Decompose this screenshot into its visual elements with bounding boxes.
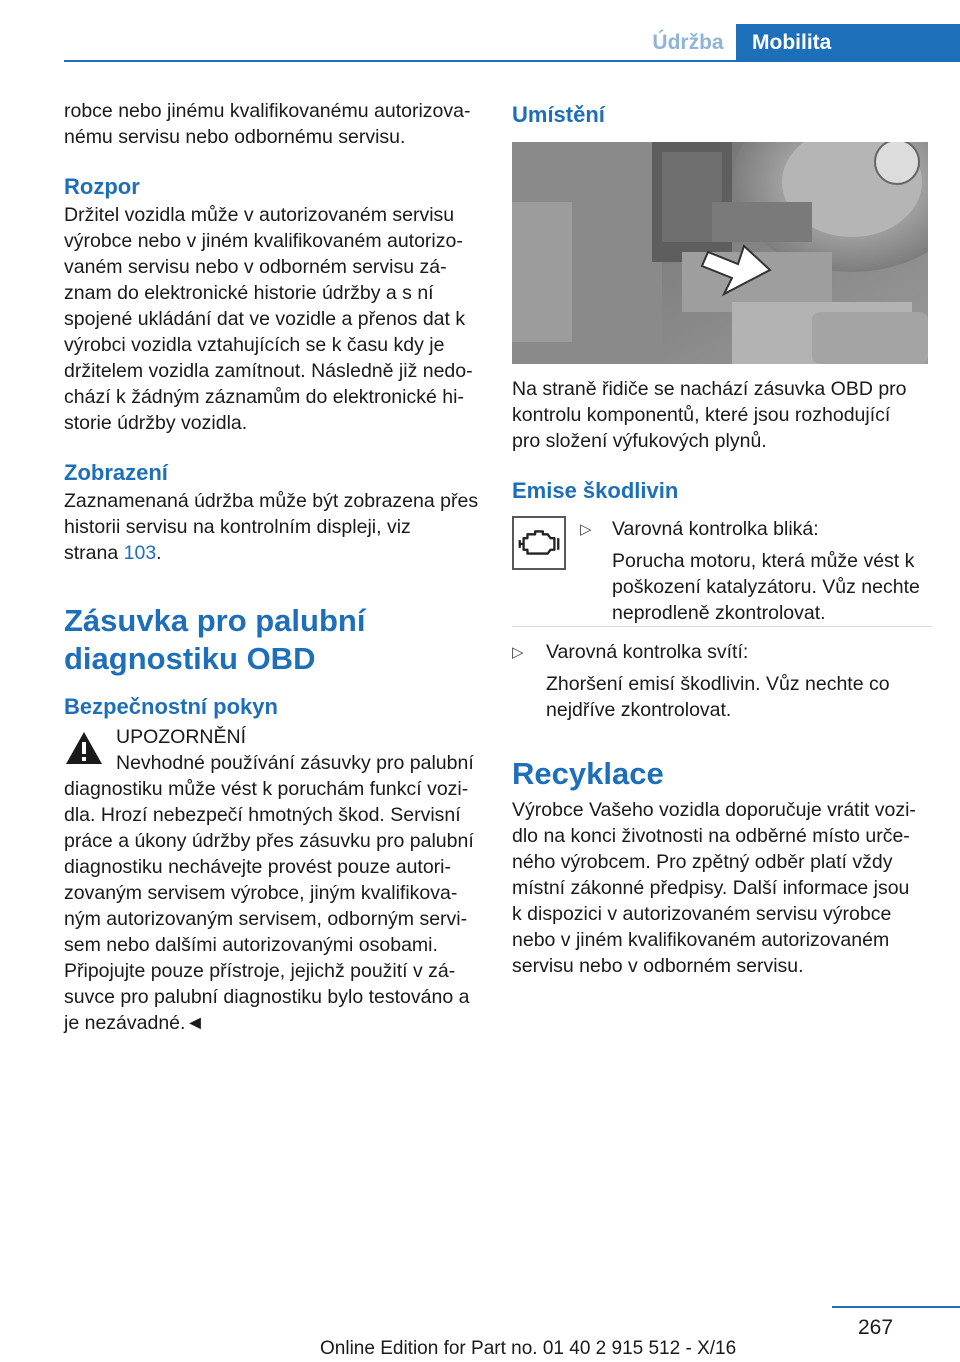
rozpor-line: spojené ukládání dat ve vozidle a přenos dat k [64,308,466,330]
warning-line: dla. Hrozí nebezpečí hmotných škod. Servisní [64,804,461,826]
tab-mobilita[interactable]: Mobilita [736,24,960,62]
recyklace-heading: Recyklace [512,756,664,791]
bullet1-line: Porucha motoru, která může vést k [612,550,915,572]
intro-line-2: nému servisu nebo odbornému servisu. [64,126,406,148]
left-column [64,98,480,1036]
edition-text: Online Edition for Part no. 01 40 2 915 512 - X/16 [320,1338,737,1359]
warning-line: diagnostiku může vést k poruchám funkcí vozi- [64,778,469,800]
warning-block [64,722,480,1036]
umisteni-line: kontrolu komponentů, které jsou rozhodující [512,404,891,426]
zobrazeni-prefix: strana [64,542,119,564]
bullet-triangle-icon: ▷ [512,644,524,661]
bullet1-line: neprodleně zkontrolovat. [612,602,826,624]
rozpor-text [64,202,480,436]
zobrazeni-line [64,540,480,566]
rozpor-line: výrobce nebo v jiném kvalifikovaném autorizo- [64,230,463,252]
obd-title-line-1: Zásuvka pro palubní [64,603,366,638]
bullet2-title: Varovná kontrolka svítí: [546,641,749,663]
page-number: 267 [858,1316,894,1339]
rozpor-line: vaném servisu nebo v odborném servisu zá- [64,256,447,278]
rozpor-line: znam do elektronické historie údržby a s ní [64,282,434,304]
bullet1-title: Varovná kontrolka bliká: [612,518,819,540]
recyklace-line: nebo v jiném kvalifikovaném autorizovaném [512,929,890,951]
recyklace-line: dlo na konci životnosti na odběrné místo urče- [512,825,910,847]
recyklace-line: servisu nebo v odborném servisu. [512,955,804,977]
zobrazeni-suffix: . [156,542,162,564]
warning-label: UPOZORNĚNÍ [116,726,247,748]
recyklace-line: Výrobce Vašeho vozidla doporučuje vrátit vozi- [512,799,916,821]
warning-line: diagnostiku nechávejte provést pouze autori- [64,856,451,878]
tab-udrzba[interactable]: Údržba [652,31,724,54]
warning-first-line: Nevhodné používání zásuvky pro palubní [116,752,474,774]
chapter-tabs [640,24,960,62]
warning-line: zovaným servisem výrobce, jiným kvalifikova- [64,882,458,904]
warning-line: Připojujte pouze přístroje, jejichž použití v zá- [64,960,456,982]
intro-line-1: robce nebo jinému kvalifikovanému autorizova- [64,100,471,122]
emise-heading: Emise škodlivin [512,478,679,503]
recyklace-text [512,797,932,979]
footer-rule [832,1306,960,1308]
warning-line: je nezávadné.◄ [64,1012,205,1034]
rozpor-line: držitelem vozidla zamítnout. Následně již nedo- [64,360,473,382]
warning-triangle-icon [64,730,104,766]
umisteni-line: Na straně řidiče se nachází zásuvka OBD pro [512,378,907,400]
rozpor-line: storie údržby vozidla. [64,412,248,434]
rozpor-heading: Rozpor [64,174,140,199]
obd-location-photo [512,142,928,364]
warning-line: práce a úkony údržby přes zásuvku pro palubní [64,830,474,852]
obd-title-line-2: diagnostiku OBD [64,641,316,676]
zobrazeni-line: Zaznamenaná údržba může být zobrazena přes [64,490,479,512]
bullet-triangle-icon: ▷ [580,521,592,538]
rozpor-line: výrobci vozidla vztahujících se k času kdy je [64,334,445,356]
warning-line: ným autorizovaným servisem, odborným servi- [64,908,468,930]
page-reference-link[interactable]: 103 [123,542,157,564]
umisteni-heading: Umístění [512,102,605,127]
recyklace-line: ného výrobcem. Pro zpětný odběr platí vždy [512,851,893,873]
safety-heading: Bezpečnostní pokyn [64,694,278,719]
right-column [512,98,932,979]
bullet-item-blinking [512,516,932,628]
warning-line: suvce pro palubní diagnostiku bylo testováno a [64,986,470,1008]
zobrazeni-line: historii servisu na kontrolním displeji, viz [64,516,411,538]
bullet2-line: Zhoršení emisí škodlivin. Vůz nechte co [546,673,890,695]
rozpor-line: Držitel vozidla může v autorizovaném servisu [64,204,455,226]
zobrazeni-heading: Zobrazení [64,460,168,485]
engine-warning-icon [512,516,566,570]
umisteni-line: pro složení výfukových plynů. [512,430,767,452]
rozpor-line: chází k žádným záznamům do elektronické hi- [64,386,464,408]
bullet1-line: poškození katalyzátoru. Vůz nechte [612,576,920,598]
recyklace-line: k dispozici v autorizovaném servisu výrobce [512,903,892,925]
bullet2-line: nejdříve zkontrolovat. [546,699,732,721]
recyklace-line: místní zákonné předpisy. Další informace jsou [512,877,910,899]
bullet-item-lit [512,626,932,723]
warning-line: sem nebo dalšími autorizovanými osobami. [64,934,438,956]
